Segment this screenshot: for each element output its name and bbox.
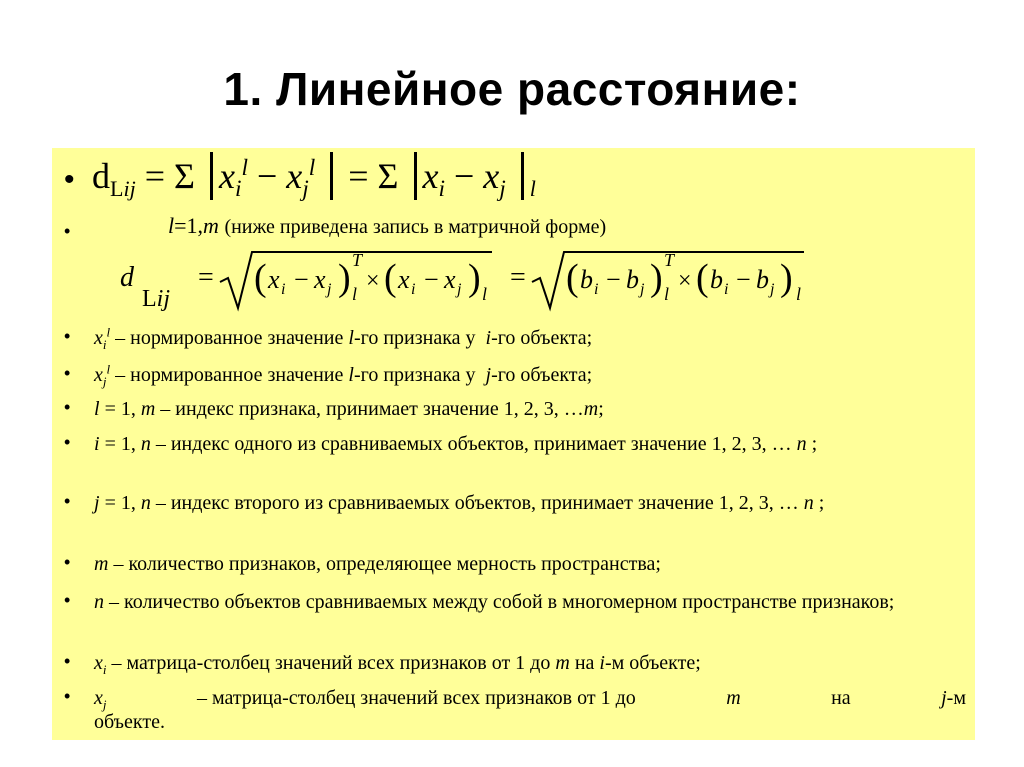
def-text: на — [574, 652, 595, 674]
svg-text:): ) — [780, 257, 793, 299]
index-range-note: l=1,m (ниже приведена запись в матричной форме) — [168, 213, 607, 238]
def-text: – индекс признака, принимает значение 1, 2, 3, … — [160, 398, 584, 420]
svg-text:j: j — [327, 281, 332, 298]
svg-text:−: − — [736, 265, 751, 294]
def-text: -го признака у — [353, 327, 476, 349]
def-xj: $x_j$ – матрица-столбец значений всех признаков от 1 до m на j-м объекте. — [94, 687, 966, 733]
svg-text:): ) — [338, 257, 351, 299]
svg-text:j: j — [457, 281, 462, 298]
bullet: • — [64, 491, 71, 511]
svg-text:j: j — [770, 281, 775, 298]
svg-text:l: l — [796, 284, 802, 304]
def-text: = 1, — [104, 398, 136, 420]
def-text: -го объекта; — [491, 364, 593, 386]
x-i: x — [268, 265, 280, 294]
svg-text:−: − — [294, 265, 309, 294]
bullet: • — [64, 432, 71, 452]
svg-text:): ) — [650, 257, 663, 299]
bullet: • — [64, 363, 71, 383]
def-text: = 1, — [104, 492, 136, 514]
def-j: j = 1, n – индекс второго из сравниваемых объектов, принимает значение 1, 2, 3, … n ; — [94, 492, 825, 514]
note-text: (ниже приведена запись в матричной форме) — [224, 216, 607, 238]
bullet: • — [64, 163, 75, 196]
paren: ( — [254, 257, 267, 299]
formula-d: d — [120, 262, 134, 293]
slide-title: 1. Линейное расстояние: — [223, 63, 801, 115]
bullet: • — [64, 590, 71, 610]
def-text: объекте. — [94, 711, 165, 733]
def-text: – матрица-столбец значений всех признаков от 1 до — [111, 652, 551, 674]
svg-text:x: x — [444, 265, 456, 294]
svg-text:i: i — [594, 281, 599, 298]
def-text: – индекс одного из сравниваемых объектов, принимает значение 1, 2, 3, … — [155, 433, 792, 455]
def-text: – индекс второго из сравниваемых объектов, принимает значение 1, 2, 3, … — [155, 492, 799, 514]
svg-text:b: b — [710, 265, 723, 294]
bullet: • — [64, 221, 71, 241]
formula-matrix — [120, 248, 840, 322]
def-xi: $x_i$ – матрица-столбец значений всех признаков от 1 до m на i-м объекте; — [94, 652, 701, 677]
svg-text:i: i — [724, 281, 729, 298]
svg-text:×: × — [366, 268, 380, 294]
svg-text:(: ( — [696, 257, 709, 299]
svg-text:): ) — [468, 257, 481, 299]
formula-equals: = — [198, 262, 214, 293]
svg-text:−: − — [424, 265, 439, 294]
def-xjl: $x_j^l$ – нормированное значение l-го признака у j-го объекта; — [94, 361, 593, 389]
svg-text:i: i — [281, 281, 286, 298]
svg-text:x: x — [314, 265, 326, 294]
def-text: = 1, — [104, 433, 136, 455]
svg-text:(: ( — [384, 257, 397, 299]
svg-text:l: l — [482, 284, 488, 304]
bullet: • — [64, 326, 71, 346]
def-text: – количество признаков, определяющее мерность пространства; — [113, 553, 661, 575]
def-text: – матрица-столбец значений всех признаков от 1 до — [196, 687, 636, 709]
svg-text:l: l — [664, 284, 670, 304]
svg-text:b: b — [580, 265, 593, 294]
def-text: – нормированное значение — [115, 327, 344, 349]
svg-text:l: l — [352, 284, 358, 304]
def-text: на — [831, 687, 851, 709]
def-i: i = 1, n – индекс одного из сравниваемых объектов, принимает значение 1, 2, 3, … n ; — [94, 433, 818, 455]
svg-text:(: ( — [566, 257, 579, 299]
svg-text:b: b — [756, 265, 769, 294]
def-text: -го объекта; — [491, 327, 593, 349]
bullet: • — [64, 552, 71, 572]
svg-text:i: i — [411, 281, 416, 298]
formula-subscript: Lij — [142, 286, 171, 312]
formula-linear-distance: $d_{Lij} = \Sigma$ $x_i^l - x_j^l = \Sigma$ $x_i - x_j$ $_l$ — [92, 152, 536, 200]
def-text: -м объекте; — [604, 652, 701, 674]
svg-text:j: j — [640, 281, 645, 298]
def-n: n – количество объектов сравниваемых между собой в многомерном пространстве признаков; — [94, 591, 895, 613]
svg-text:x: x — [398, 265, 410, 294]
def-xil: $x_i^l$ – нормированное значение l-го признака у i-го объекта; — [94, 324, 593, 352]
def-text: -го признака у — [353, 364, 476, 386]
def-m: m – количество признаков, определяющее мерность пространства; — [94, 553, 661, 575]
bullet: • — [64, 651, 71, 671]
svg-text:×: × — [678, 268, 692, 294]
def-text: – нормированное значение — [115, 364, 344, 386]
svg-text:T: T — [352, 250, 363, 270]
bullet: • — [64, 686, 71, 706]
svg-text:−: − — [606, 265, 621, 294]
def-text: – количество объектов сравниваемых между собой в многомерном пространстве признаков; — [109, 591, 895, 613]
svg-text:=: = — [510, 262, 526, 293]
bullet: • — [64, 397, 71, 417]
svg-text:T: T — [664, 250, 675, 270]
def-l: l = 1, m – индекс признака, принимает значение 1, 2, 3, …m; — [94, 398, 604, 420]
svg-text:b: b — [626, 265, 639, 294]
